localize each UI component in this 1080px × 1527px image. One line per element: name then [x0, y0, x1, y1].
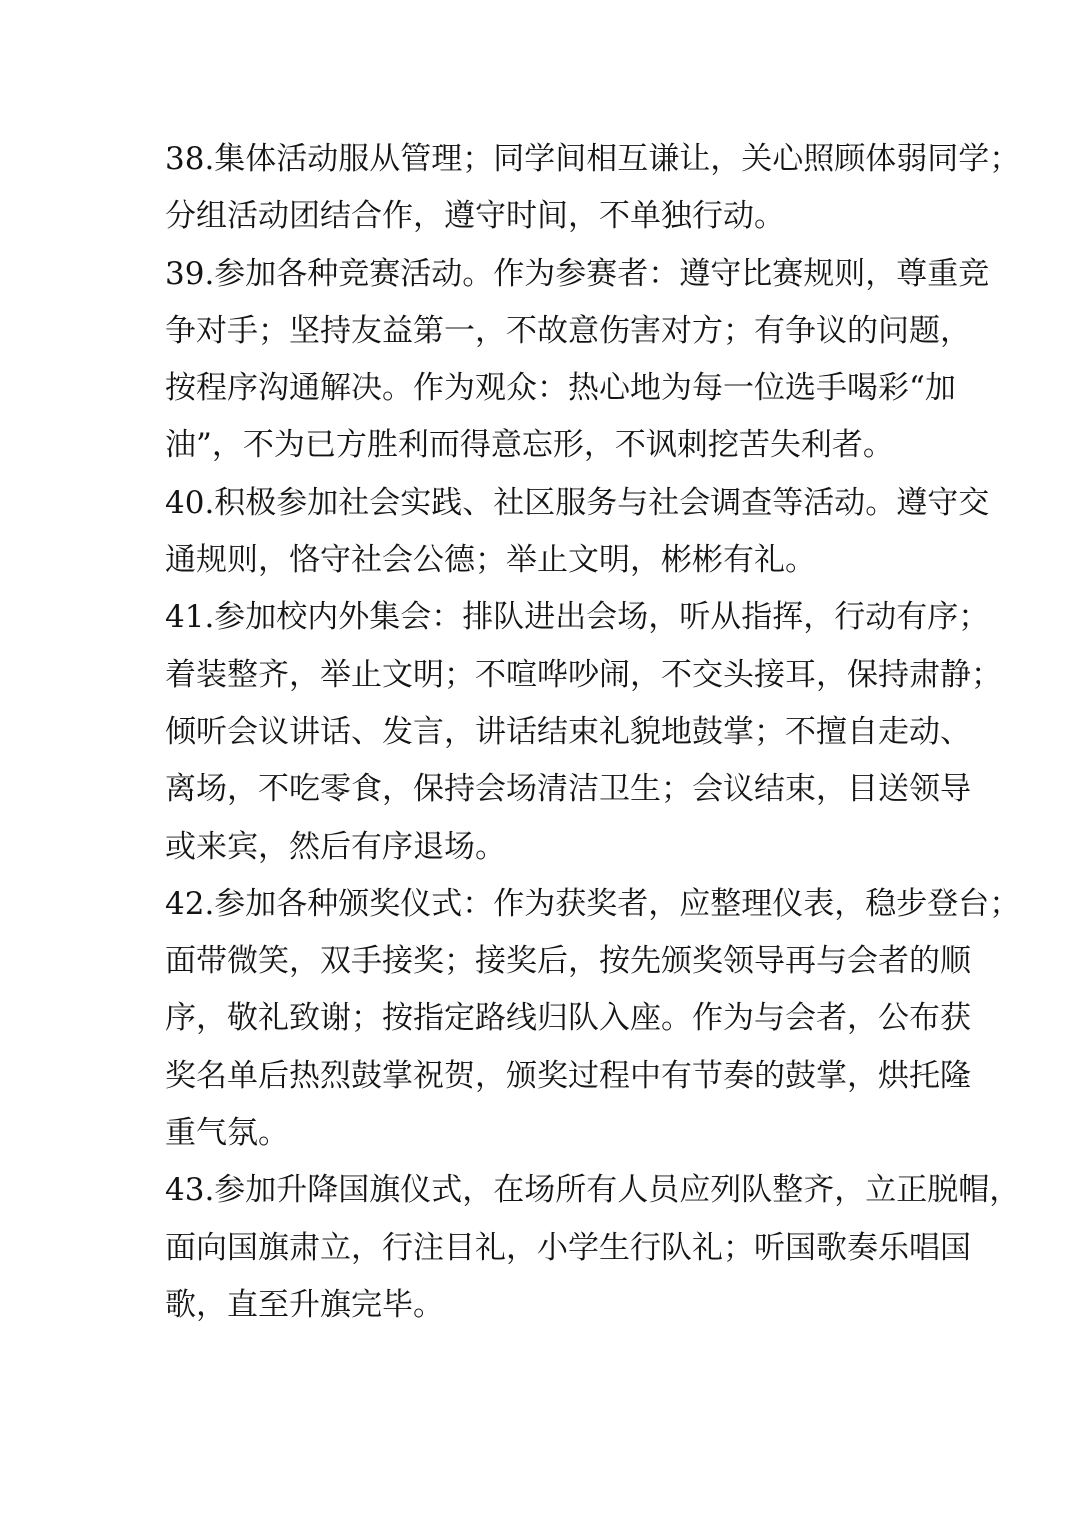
paragraph-line: 面向国旗肃立，行注目礼，小学生行队礼；听国歌奏乐唱国: [165, 1229, 971, 1266]
paragraph-line: 分组活动团结合作，遵守时间，不单独行动。: [165, 198, 785, 235]
paragraph-line: 歌，直至升旗完毕。: [165, 1286, 444, 1323]
paragraph-line: 38.集体活动服从管理；同学间相互谦让，关心照顾体弱同学；: [165, 141, 1021, 177]
paragraph-line: 按程序沟通解决。作为观众：热心地为每一位选手喝彩“加: [165, 370, 956, 407]
paragraph-line: 奖名单后热烈鼓掌祝贺，颁奖过程中有节奏的鼓掌，烘托隆: [165, 1057, 971, 1094]
paragraph-line: 争对手；坚持友益第一，不故意伤害对方；有争议的问题，: [165, 312, 971, 349]
paragraph-38: [165, 131, 1021, 246]
paragraph-line: 43.参加升降国旗仪式，在场所有人员应列队整齐，立正脱帽，: [165, 1172, 1021, 1209]
paragraph-39: [165, 246, 990, 475]
paragraph-line: 倾听会议讲话、发言，讲话结束礼貌地鼓掌；不擅自走动、: [165, 713, 971, 750]
paragraph-line: 序，敬礼致谢；按指定路线归队入座。作为与会者，公布获: [165, 1000, 971, 1037]
paragraph-line: 40.积极参加社会实践、社区服务与社会调查等活动。遵守交: [165, 484, 990, 521]
paragraph-line: 着装整齐，举止文明；不喧哗吵闹，不交头接耳，保持肃静；: [165, 656, 1002, 693]
paragraph-line: 重气氛。: [165, 1115, 289, 1152]
paragraph-42: [165, 876, 1021, 1162]
paragraph-line: 通规则，恪守社会公德；举止文明，彬彬有礼。: [165, 542, 816, 579]
paragraph-line: 41.参加校内外集会：排队进出会场，听从指挥，行动有序；: [165, 599, 990, 636]
paragraph-43: [165, 1162, 1021, 1334]
paragraph-line: 或来宾，然后有序退场。: [165, 828, 506, 865]
paragraph-line: 离场，不吃零食，保持会场清洁卫生；会议结束，目送领导: [165, 771, 971, 808]
paragraph-line: 面带微笑，双手接奖；接奖后，按先颁奖领导再与会者的顺: [165, 943, 971, 980]
paragraph-line: 42.参加各种颁奖仪式：作为获奖者，应整理仪表，稳步登台；: [165, 885, 1021, 922]
document-body: [165, 131, 1021, 1334]
paragraph-41: [165, 589, 1002, 875]
paragraph-line: 39.参加各种竞赛活动。作为参赛者：遵守比赛规则，尊重竞: [165, 255, 990, 292]
paragraph-40: [165, 475, 990, 590]
paragraph-line: 油”，不为已方胜利而得意忘形，不讽刺挖苦失利者。: [165, 427, 894, 464]
